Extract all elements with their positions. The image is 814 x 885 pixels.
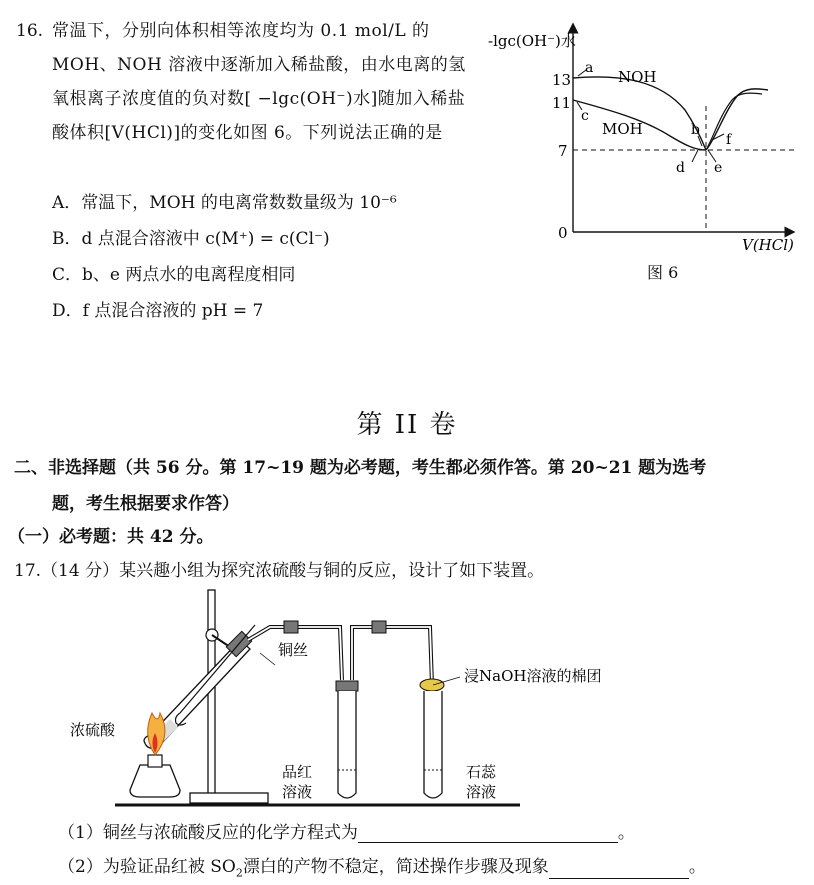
option-letter: D． (52, 301, 83, 321)
point-c: c (581, 108, 589, 124)
option-d (52, 296, 263, 321)
option-b (52, 224, 330, 249)
option-a (52, 188, 397, 213)
part2-heading-line2: 题，考生根据要求作答） (52, 494, 239, 514)
q17-part1-end: 。 (617, 823, 635, 843)
y-axis-label: -lgc(OH⁻)水 (488, 32, 576, 50)
option-text: f 点混合溶液的 pH = 7 (82, 301, 264, 321)
section-title: 第 II 卷 (356, 410, 458, 440)
point-f: f (726, 132, 732, 148)
ytick-7: 7 (558, 142, 568, 160)
label-litmus-1: 石蕊 (466, 763, 497, 781)
q17-part2-end: 。 (688, 857, 706, 877)
rubber-connector (372, 621, 386, 633)
q17-part2 (58, 852, 706, 879)
question-stem: 常温下，分别向体积相等浓度均为 0.1 mol/L 的MOH、NOH 溶液中逐渐加入稀盐酸，由水电离的氢氧根离子浓度值的负对数[ −lgc(OH⁻)水]随加入稀盐酸体积[V(HCl)]的变化如图 6。下列说法正确的是 (52, 21, 466, 143)
q17-part1-text: （1）铜丝与浓硫酸反应的化学方程式为 (58, 823, 358, 843)
q17-part2-sub: 2 (235, 866, 243, 880)
point-e: e (714, 160, 723, 176)
ytick-11: 11 (552, 94, 572, 112)
part2-heading-line1: 二、非选择题（共 56 分。第 17~19 题为必考题，考生都必须作答。第 20~21 题为选考 (14, 458, 707, 478)
option-letter: C． (52, 265, 83, 285)
answer-blank-2[interactable] (549, 860, 689, 880)
pinhong-test-tube (336, 681, 358, 798)
series-label-moh: MOH (602, 120, 643, 138)
q17-part2-text-pre: （2）为验证品红被 SO (58, 857, 236, 877)
label-pinhong-2: 溶液 (282, 783, 313, 801)
answer-blank-1[interactable] (358, 823, 618, 843)
stand-base (190, 793, 268, 803)
option-letter: B． (52, 229, 82, 249)
curve-rise-inner (706, 93, 762, 150)
option-text: 常温下，MOH 的电离常数数量级为 10⁻⁶ (81, 193, 397, 213)
series-label-noh: NOH (618, 68, 657, 86)
apparatus-diagram (60, 585, 760, 815)
curve-noh (573, 77, 706, 150)
option-c (52, 260, 295, 285)
label-copper-wire: 铜丝 (278, 641, 309, 659)
curve-rise-outer (706, 89, 768, 150)
point-a: a (585, 60, 594, 76)
label-pinhong-1: 品红 (282, 763, 313, 781)
label-litmus-2: 溶液 (466, 783, 497, 801)
option-text: d 点混合溶液中 c(M⁺) = c(Cl⁻) (81, 229, 330, 249)
question-number: 16. (16, 21, 44, 41)
figure-caption: 图 6 (647, 263, 679, 282)
sub-heading: （一）必考题：共 42 分。 (8, 527, 214, 547)
litmus-test-tube (420, 679, 444, 798)
q17-part2-text-post: 漂白的产物不稳定，简述操作步骤及现象 (242, 857, 549, 877)
q17-part1 (58, 818, 635, 843)
ytick-13: 13 (552, 71, 572, 89)
label-conc-acid: 浓硫酸 (70, 721, 116, 739)
label-cotton: 浸NaOH溶液的棉团 (464, 667, 602, 685)
option-letter: A． (52, 193, 82, 213)
part2-heading (14, 450, 706, 522)
point-d: d (676, 160, 685, 176)
point-b: b (691, 122, 700, 138)
x-axis-label: V(HCl) (742, 236, 794, 254)
figure-6-graph (480, 0, 814, 260)
ytick-0: 0 (558, 224, 568, 242)
question-17-intro: 17.（14 分）某兴趣小组为探究浓硫酸与铜的反应，设计了如下装置。 (14, 561, 545, 581)
option-text: b、e 两点水的电离程度相同 (82, 265, 296, 285)
